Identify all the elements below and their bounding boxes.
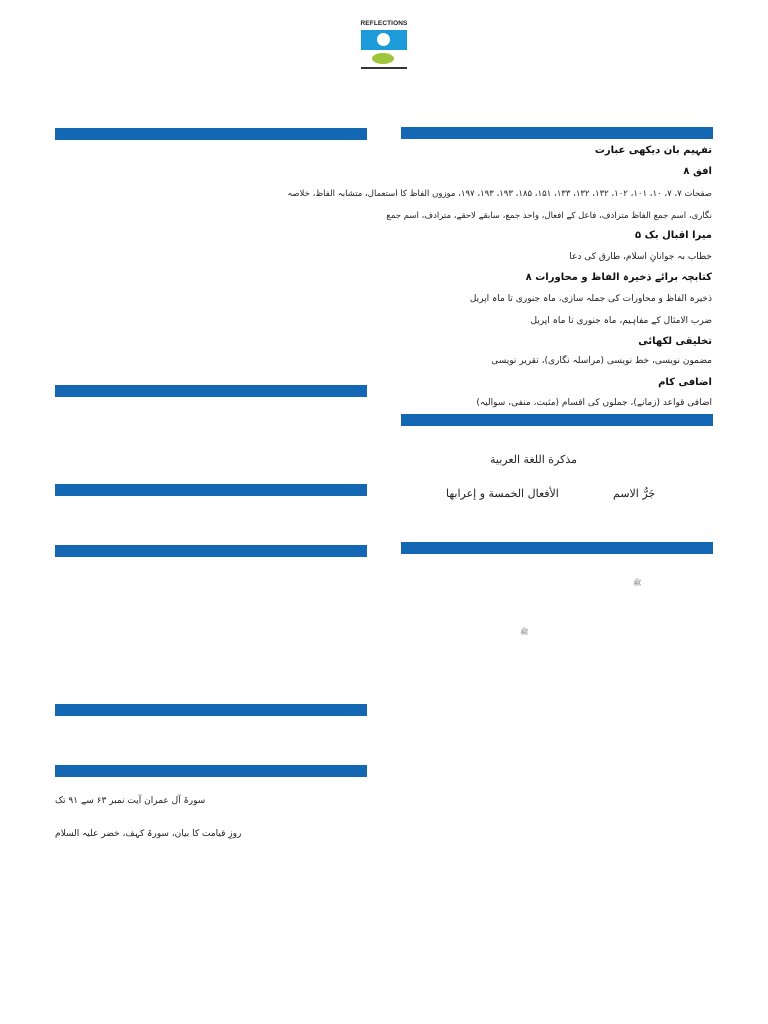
right-section-bar-1 [401,127,713,139]
left-section-bar-6 [55,765,367,777]
quran-line-2: روزِ قیامت کا بیان، سورۃ کہف، خضر علیہ السلام [55,829,242,839]
urdu-line-4: نگاری، اسم جمع الفاظ مترادف، فاعل کے افعال، واحد جمع، سابقے لاحقے، مترادف، اسم جمع [386,211,712,221]
urdu-line-9: ضرب الامثال کے مفاہیم، ماہ جنوری تا ماہ اپریل [530,316,712,326]
logo-green-ellipse [372,53,394,64]
urdu-line-13: اضافی قواعد (زمانے)، جملوں کی اقسام (مثبت، منفی، سوالیہ) [476,398,712,408]
arabic-item-right: جَرُّ الاسم [613,487,656,500]
left-section-bar-2 [55,385,367,397]
left-section-bar-3 [55,484,367,496]
left-section-bar-5 [55,704,367,716]
urdu-line-2: افق ۸ [683,166,712,177]
left-section-bar-4 [55,545,367,557]
salutation-symbol-2: ﷺ [520,628,529,636]
urdu-line-1: تفہیم بان دیکھی عبارت [594,145,712,156]
quran-line-1: سورۃ آل عمران آیت نمبر ۶۳ سے ۹۱ تک [55,796,206,806]
urdu-line-3: صفحات ۷، ۷، ۱۰، ۱۰۱، ۱۰۲، ۱۳۲، ۱۳۲، ۱۳۳، ۱۵۱، ۱۸۵، ۱۹۳، ۱۹۳، ۱۹۷، موزوں الفاظ کا استعمال، متشابہ الفاظ، خلاصہ [287,189,712,199]
left-section-bar-1 [55,128,367,140]
arabic-item-left: الأفعال الخمسة و إعرابها [446,487,559,500]
salutation-symbol-1: ﷺ [633,579,642,587]
urdu-line-11: مضمون نویسی، خط نویسی (مراسلہ نگاری)، تقریر نویسی [491,356,712,366]
arabic-title: مذكرة اللغة العربية [490,453,578,466]
urdu-line-7: کتابچہ برائے ذخیرہ الفاظ و محاورات ۸ [525,272,712,283]
reflections-logo [359,20,409,70]
logo-text: REFLECTIONS [360,20,408,27]
urdu-line-8: ذخیرہ الفاظ و محاورات کی جملہ سازی، ماہ جنوری تا ماہ اپریل [469,294,712,304]
urdu-line-12: اضافی کام [658,377,712,388]
right-section-bar-2 [401,414,713,426]
urdu-line-10: تخلیقی لکھائی [638,336,712,347]
urdu-line-6: خطاب بہ جوانانِ اسلام، طارق کی دعا [569,252,712,262]
urdu-line-5: میرا اقبال بک ۵ [635,230,712,241]
right-section-bar-3 [401,542,713,554]
logo-underline [361,67,407,69]
logo-sun-dot [377,33,390,46]
